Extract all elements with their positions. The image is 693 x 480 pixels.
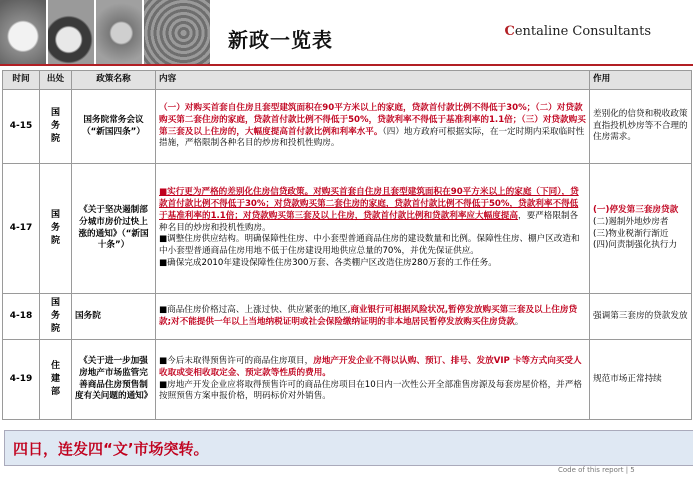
cell-policy-name: 《关于坚决遏制部分城市房价过快上涨的通知》（“新国十条”） — [72, 164, 156, 294]
header-photo-stone — [48, 0, 94, 66]
summary-text: 四日，连发四“文’市场突转。 — [13, 440, 209, 458]
content-segment: 商业银行可根据风险状况,暂停发放购买第三套及以上住房贷款;对不能提供一年以上当地纳税证明或社会保险缴纳证明的非本地居民暂停发放购买住房贷款 — [159, 304, 578, 327]
effect-line: (四)问责制强化执行力 — [593, 240, 678, 251]
source-char: 国 — [50, 108, 60, 118]
table-header-row — [3, 71, 692, 90]
cell-content — [156, 294, 590, 340]
cell-effect: 规范市场正常持续 — [590, 340, 692, 420]
cell-time: 4-15 — [3, 90, 40, 164]
content-segment: 房地产开发企业不得以认购、预订、排号、发放VIP 卡等方式向买受人收取或变相收取定金、预定款等性质的费用。 — [159, 355, 582, 378]
content-segment: （一）对购买首套自住房且套型建筑面积在90平方米以上的家庭，贷款首付款比例不得低于30%；（二）对贷款购买第二套住房的家庭，贷款首付款比例不得低于50%，贷款利率不得低于基准利率的1.1倍；（三）对贷款购买第三套及以上住房的，大幅度提高首付款比例和利率水平。 — [159, 102, 586, 137]
cell-time: 4-19 — [3, 340, 40, 420]
table-row — [3, 90, 692, 164]
effect-line: (三)物业税渐行渐近 — [593, 228, 669, 239]
policy-table — [2, 70, 692, 420]
content-segment: ■调整住房供应结构。明确保障性住房、中小套型普通商品住房的建设数量和比例。保障性住房、棚户区改造和中小套型普通商品住房用地不低于住房建设用地供应总量的70%，并优先保证供应。 — [159, 234, 580, 257]
content-segment: （四）地方政府可根据实际，在一定时期内采取临时性措施，严格限制各种名目的炒房和投机性购房。 — [159, 126, 585, 149]
effect-line: (一)停发第三套房贷款 — [593, 204, 679, 215]
col-header-effect: 作用 — [590, 71, 692, 90]
content-segment: ，要严格限制各种名目的炒房和投机性购房。 — [159, 210, 579, 233]
cell-policy-name: 国务院 — [72, 294, 156, 340]
cell-time: 4-17 — [3, 164, 40, 294]
table-row — [3, 294, 692, 340]
header-photo-stones — [0, 0, 46, 66]
header-photo-pebble — [96, 0, 142, 66]
table-row — [3, 164, 692, 294]
table-row — [3, 340, 692, 420]
source-char: 院 — [50, 134, 60, 144]
source-char: 务 — [50, 223, 60, 233]
cell-source — [40, 340, 72, 420]
source-char: 部 — [50, 387, 60, 397]
col-header-time: 时间 — [3, 71, 40, 90]
cell-effect: 强调第三套房的贷款发放 — [590, 294, 692, 340]
col-header-policy: 政策名称 — [72, 71, 156, 90]
col-header-content: 内容 — [156, 71, 590, 90]
source-char: 住 — [50, 361, 60, 371]
source-char: 院 — [50, 236, 60, 246]
page-title: 新政一览表 — [228, 28, 333, 52]
content-segment: ■确保完成2010年建设保障性住房300万套、各类棚户区改造住房280万套的工作任务。 — [159, 257, 497, 268]
content-segment: ■今后未取得预售许可的商品住房项目， — [159, 355, 314, 366]
content-segment: ■商品住房价格过高、上涨过快、供应紧张的地区, — [159, 304, 351, 315]
cell-effect — [590, 164, 692, 294]
summary-banner — [4, 430, 693, 466]
header-photo-ripple — [144, 0, 210, 66]
cell-source — [40, 90, 72, 164]
source-char: 国 — [50, 210, 60, 220]
cell-policy-name: 《关于进一步加强房地产市场监管完善商品住房预售制度有关问题的通知》 — [72, 340, 156, 420]
header-divider — [0, 64, 693, 66]
content-segment: 。 — [514, 316, 524, 327]
cell-time: 4-18 — [3, 294, 40, 340]
source-char: 务 — [50, 121, 60, 131]
source-char: 国 — [50, 298, 60, 308]
cell-effect: 差别化的信贷和税收政策直指投机炒房等不合理的住房需求。 — [590, 90, 692, 164]
cell-content — [156, 340, 590, 420]
col-header-source: 出处 — [40, 71, 72, 90]
cell-source — [40, 164, 72, 294]
cell-content — [156, 164, 590, 294]
cell-policy-name: 国务院常务会议（“新国四条”） — [72, 90, 156, 164]
page-header — [0, 0, 693, 68]
content-segment: ■房地产开发企业应将取得预售许可的商品住房项目在10日内一次性公开全部准售房源及每套房屋价格，并严格按照预售方案申报价格，明码标价对外销售。 — [159, 379, 582, 402]
footer-page-info: Code of this report | 5 — [558, 466, 635, 474]
source-char: 建 — [50, 374, 60, 384]
brand-logo: Centaline Consultants — [504, 24, 651, 39]
effect-line: (二)遏制外地炒房者 — [593, 216, 669, 227]
source-char: 院 — [50, 324, 60, 334]
cell-source — [40, 294, 72, 340]
content-segment: ■实行更为严格的差别化住房信贷政策。对购买首套自住房且套型建筑面积在90平方米以上的家庭（下同），贷款首付款比例不得低于30%；对贷款购买第二套住房的家庭，贷款首付款比例不得低于50%，贷款利率不得低于基准利率的1.1倍；对贷款购买第三套及以上住房，贷款首付款比例和贷款利率应大幅度提高 — [159, 187, 579, 221]
cell-content — [156, 90, 590, 164]
source-char: 务 — [50, 311, 60, 321]
